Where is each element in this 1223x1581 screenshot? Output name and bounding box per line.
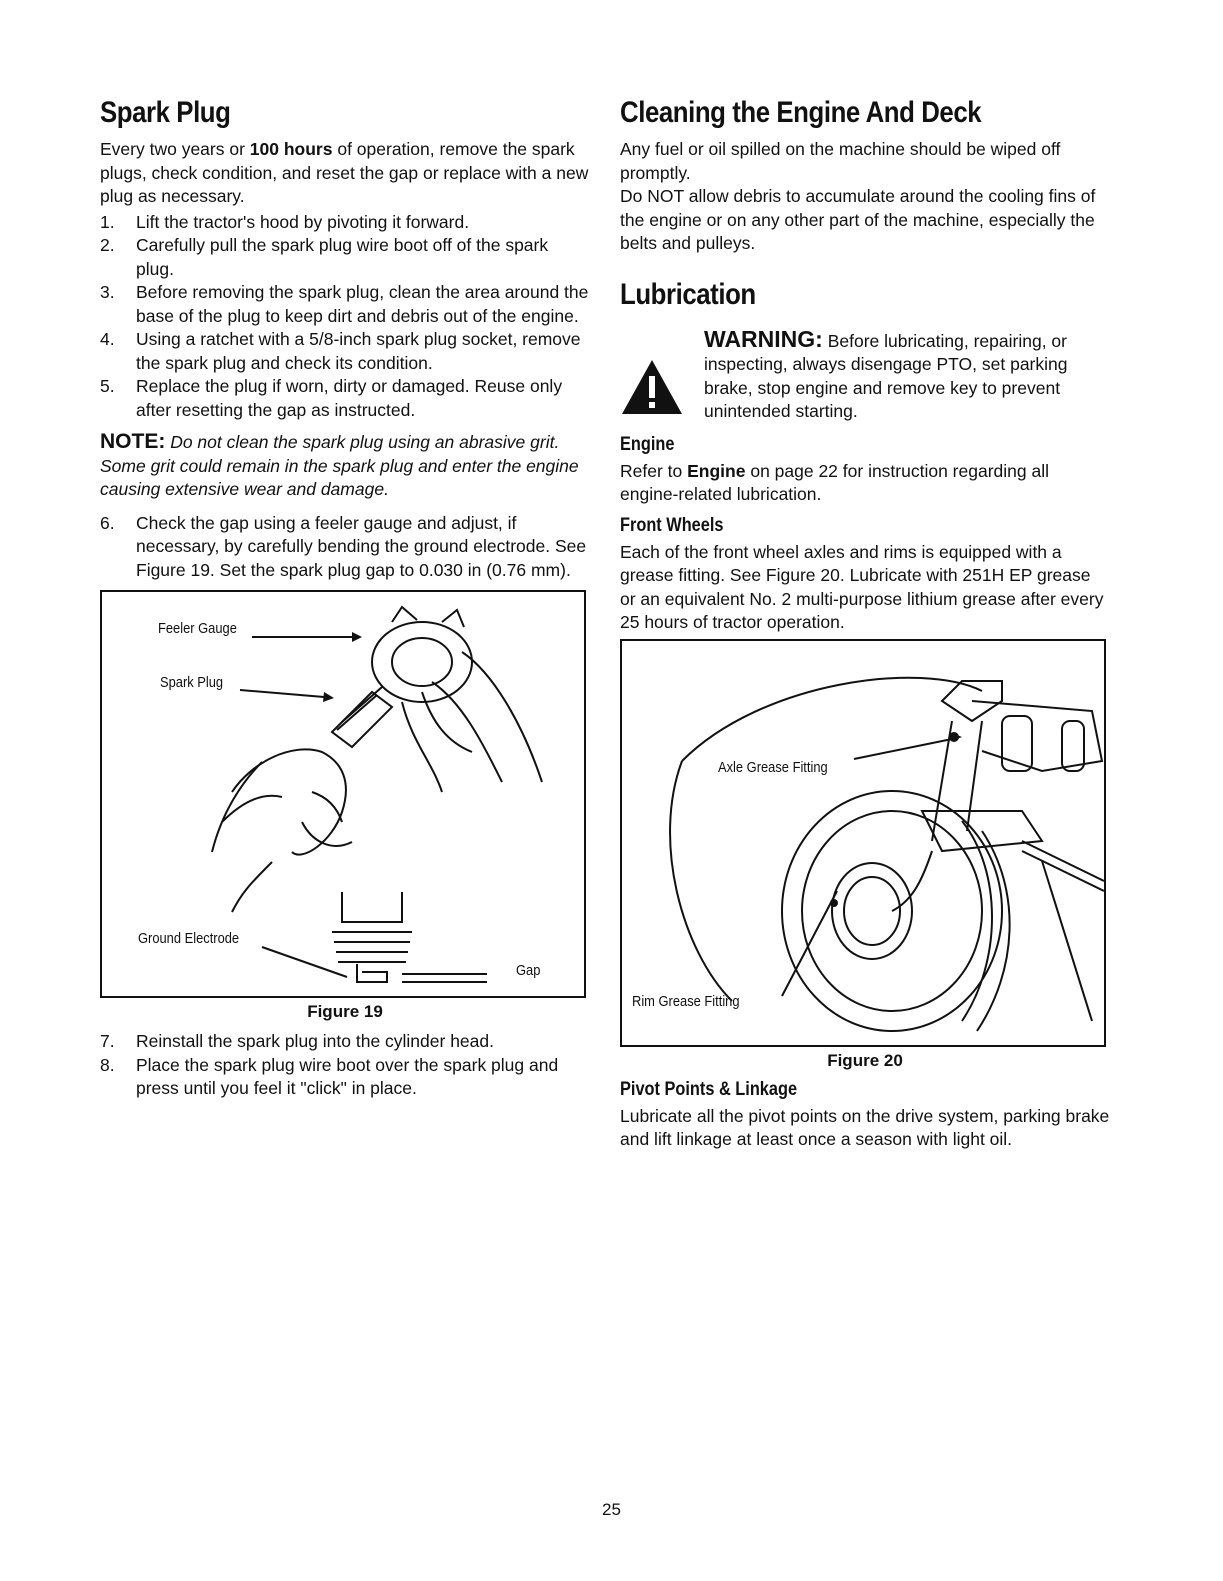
figure-20-caption: Figure 20 [827, 1050, 903, 1070]
list-item: 8. Place the spark plug wire boot over the spark plug and press until you feel it "click" in place. [100, 1054, 559, 1098]
cleaning-para-2: Do NOT allow debris to accumulate around the cooling fins of the engine or on any other part of the machine, especially the belts and pulleys. [620, 186, 1096, 253]
front-wheels-heading: Front Wheels [620, 514, 724, 536]
warning-triangle-icon [620, 358, 684, 421]
axle-grease-fitting-label: Axle Grease Fitting [718, 758, 828, 776]
spark-plug-intro: Every two years or 100 hours of operation, remove the spark plugs, check condition, and reset the gap or replace with a new plug as necessary. [100, 139, 589, 206]
right-column [620, 96, 1110, 1152]
list-item: 7. Reinstall the spark plug into the cylinder head. [100, 1031, 494, 1051]
list-item: 5. Replace the plug if worn, dirty or damaged. Reuse only after resetting the gap as instructed. [100, 376, 563, 420]
left-column [100, 96, 590, 1101]
feeler-gauge-label: Feeler Gauge [158, 620, 237, 637]
spark-plug-steps-after [100, 1030, 590, 1101]
engine-heading: Engine [620, 433, 675, 455]
warning-block [620, 325, 1110, 424]
figure-20 [620, 639, 1106, 1047]
list-item: 6. Check the gap using a feeler gauge and adjust, if necessary, by carefully bending the ground electrode. See Figure 19. Set the spark plug gap to 0.030 in (0.76 mm). [100, 512, 587, 580]
spark-plug-steps [100, 211, 590, 423]
pivot-points-heading: Pivot Points & Linkage [620, 1078, 798, 1100]
front-wheel-illustration [622, 641, 1104, 1045]
cleaning-heading: Cleaning the Engine And Deck [620, 96, 982, 129]
cleaning-para-1: Any fuel or oil spilled on the machine should be wiped off promptly. [620, 139, 1061, 183]
figure-19-caption: Figure 19 [307, 1002, 383, 1021]
rim-grease-fitting-label: Rim Grease Fitting [632, 992, 740, 1010]
list-item: 3. Before removing the spark plug, clean the area around the base of the plug to keep dirt and debris out of the engine. [100, 282, 589, 326]
note-paragraph: NOTE: Do not clean the spark plug using an abrasive grit. Some grit could remain in the spark plug and enter the engine causing extensive wear and damage. [100, 430, 579, 499]
lubrication-heading: Lubrication [620, 277, 756, 311]
spark-plug-step-6 [100, 512, 590, 583]
spark-plug-heading: Spark Plug [100, 96, 231, 129]
ground-electrode-label: Ground Electrode [138, 930, 240, 947]
pivot-points-text: Lubricate all the pivot points on the drive system, parking brake and lift linkage at least once a season with light oil. [620, 1105, 1110, 1149]
gap-label: Gap [516, 962, 541, 979]
list-item: 2. Carefully pull the spark plug wire boot off of the spark plug. [100, 235, 549, 279]
spark-plug-label: Spark Plug [160, 674, 224, 691]
figure-19 [100, 590, 586, 998]
warning-label: WARNING: [704, 325, 823, 352]
engine-text: Refer to Engine on page 22 for instruction regarding all engine-related lubrication. [620, 460, 1049, 504]
note-label: NOTE: [100, 430, 166, 453]
list-item: 4. Using a ratchet with a 5/8-inch spark plug socket, remove the spark plug and check its condition. [100, 329, 581, 373]
front-wheels-text: Each of the front wheel axles and rims is equipped with a grease fitting. See Figure 20. Lubricate with 251H EP grease or an equivalent No. 2 multi-purpose lithium grease after every 25 hours of tractor operation. [620, 541, 1104, 632]
list-item: 1. Lift the tractor's hood by pivoting it forward. [100, 211, 470, 232]
page-number: 25 [602, 1500, 621, 1519]
warning-text: WARNING: Before lubricating, repairing, or inspecting, always disengage PTO, set parking brake, stop engine and remove key to prevent unintended starting. [704, 325, 1068, 421]
